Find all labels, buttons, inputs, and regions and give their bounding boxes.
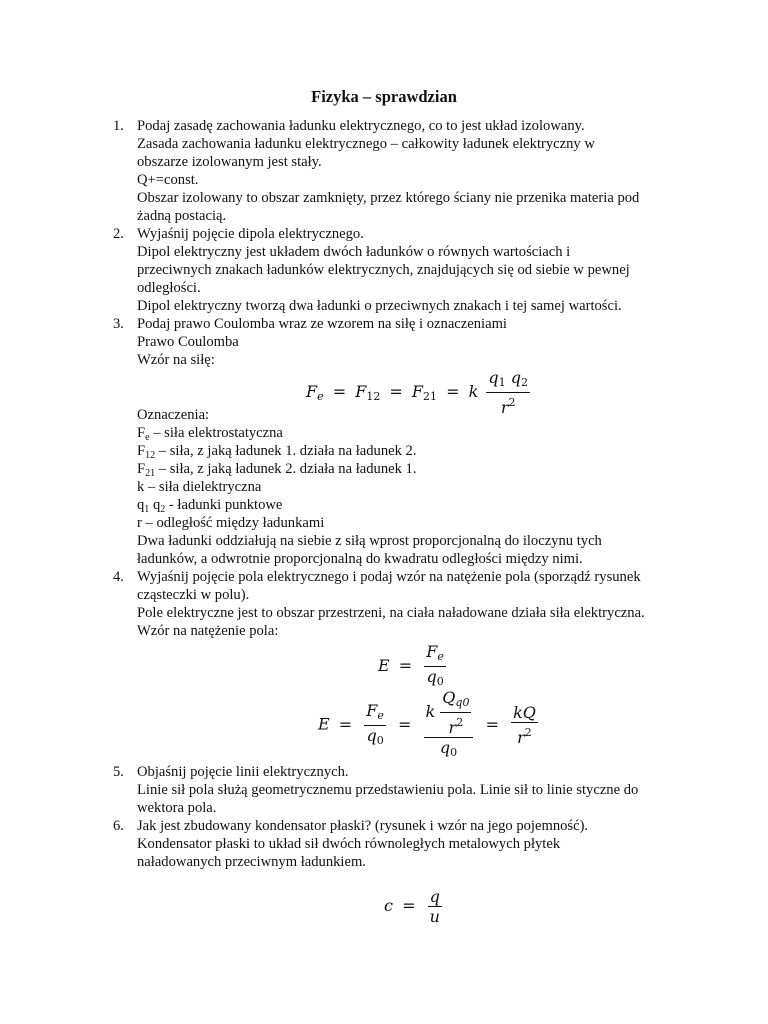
capacitance-formula: c = $\frac{q}{u}$ xyxy=(384,887,440,926)
item-6-question: Jak jest zbudowany kondensator płaski? (rysunek i wzór na jego pojemność). xyxy=(137,818,589,834)
item-3-after-1: Dwa ładunki oddziałują na siebie z siłą wprost proporcjonalną do iloczynu tych xyxy=(137,533,602,549)
item-number-5: 5. xyxy=(113,764,124,780)
item-4-question-cont: cząsteczki w polu). xyxy=(137,587,250,603)
item-number-3: 3. xyxy=(113,316,124,332)
notation-header: Oznaczenia: xyxy=(137,407,210,423)
item-2-line-4: Dipol elektryczny tworzą dwa ładunki o przeciwnych znakach i tej samej wartości. xyxy=(137,298,622,314)
item-number-1: 1. xyxy=(113,118,124,134)
item-4-question: Wyjaśnij pojęcie pola elektrycznego i podaj wzór na natężenie pola (sporządź rysunek xyxy=(137,569,641,585)
item-5-line-1: Linie sił pola służą geometrycznemu przedstawieniu pola. Linie sił to linie styczne do xyxy=(137,782,639,798)
item-4-line-1: Pole elektryczne jest to obszar przestrzeni, na ciała naładowane działa siła elektryczna. xyxy=(137,605,645,621)
document-title: Fizyka – sprawdzian xyxy=(311,87,457,106)
field-strength-formula-2: E = $\frac{Fe}{q_0}$ = k $\frac{Qq0}{r^2}$ $q_0$ = $\frac{kQ}{r^2}$ xyxy=(318,688,536,759)
item-1-line-5: żadną postacią. xyxy=(137,208,227,224)
item-2-question: Wyjaśnij pojęcie dipola elektrycznego. xyxy=(137,226,364,242)
item-6-line-1: Kondensator płaski to układ sił dwóch równoległych metalowych płytek xyxy=(137,836,561,852)
item-1-question: Podaj zasadę zachowania ładunku elektrycznego, co to jest układ izolowany. xyxy=(137,118,585,134)
item-number-6: 6. xyxy=(113,818,124,834)
item-number-4: 4. xyxy=(113,569,124,585)
item-1-line-4: Obszar izolowany to obszar zamknięty, przez którego ściany nie przenika materia pod xyxy=(137,190,640,206)
notation-q: $q_1$ $q_2$ - ładunki punktowe xyxy=(137,497,283,515)
notation-k: k – siła dielektryczna xyxy=(137,479,262,495)
item-4-line-2: Wzór na natężenie pola: xyxy=(137,623,279,639)
item-2-line-1: Dipol elektryczny jest układem dwóch ładunków o równych wartościach i xyxy=(137,244,571,260)
item-5-question: Objaśnij pojęcie linii elektrycznych. xyxy=(137,764,349,780)
coulomb-fraction: $\frac{q_1 q_2}{r^2}$ xyxy=(488,368,529,417)
item-2-line-2: przeciwnych znakach ładunków elektrycznych, znajdujących się od siebie w pewnej xyxy=(137,262,630,278)
item-3-question: Podaj prawo Coulomba wraz ze wzorem na siłę i oznaczeniami xyxy=(137,316,507,332)
item-1-line-1: Zasada zachowania ładunku elektrycznego – całkowity ładunek elektryczny w xyxy=(137,136,595,152)
coulomb-formula: $Fe = F_{12} = F_{21} = k$ $\frac{q_1 q_2}{r^2}$ xyxy=(306,368,529,417)
item-6-line-2: naładowanych przeciwnym ładunkiem. xyxy=(137,854,366,870)
item-3-line-2: Wzór na siłę: xyxy=(137,352,215,368)
item-1-line-2: obszarze izolowanym jest stały. xyxy=(137,154,322,170)
item-1-line-3: Q+=const. xyxy=(137,172,199,188)
notation-fe: $F_e$ – siła elektrostatyczna xyxy=(137,425,283,443)
item-3-line-1: Prawo Coulomba xyxy=(137,334,239,350)
item-2-line-3: odległości. xyxy=(137,280,201,296)
item-5-line-2: wektora pola. xyxy=(137,800,217,816)
notation-f21: $F_{21}$ – siła, z jaką ładunek 2. działa na ładunek 1. xyxy=(137,461,417,479)
item-number-2: 2. xyxy=(113,226,124,242)
notation-r: r – odległość między ładunkami xyxy=(137,515,325,531)
notation-f12: $F_{12}$ – siła, z jaką ładunek 1. działa na ładunek 2. xyxy=(137,443,417,461)
field-strength-formula-1: E = $\frac{Fe}{q_0}$ xyxy=(378,642,444,688)
item-3-after-2: ładunków, a odwrotnie proporcjonalną do kwadratu odległości między nimi. xyxy=(137,551,583,567)
